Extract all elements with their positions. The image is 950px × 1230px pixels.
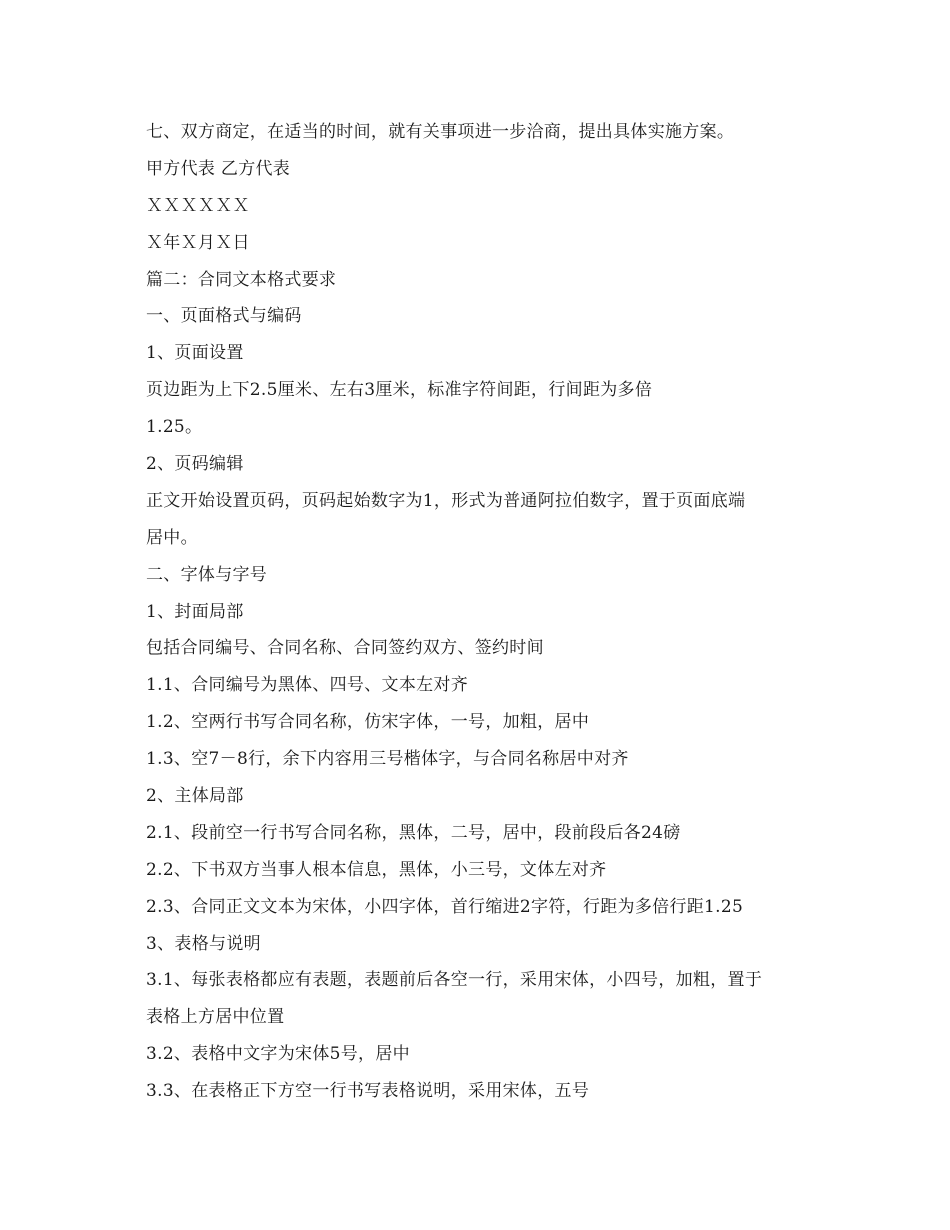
signing-date: Ｘ年Ｘ月Ｘ日 xyxy=(146,232,250,253)
list-item: 1.1、合同编号为黑体、四号、文本左对齐 xyxy=(146,675,469,696)
subheading-page-setup: 1、页面设置 xyxy=(146,343,244,364)
subheading-main-body: 2、主体局部 xyxy=(146,786,244,807)
section-heading: 篇二：合同文本格式要求 xyxy=(146,269,337,290)
list-item: 1.2、空两行书写合同名称，仿宋字体，一号，加粗，居中 xyxy=(146,712,590,733)
subheading-cover: 1、封面局部 xyxy=(146,601,244,622)
paragraph-line: 居中。 xyxy=(146,527,198,548)
list-item: 3.3、在表格正下方空一行书写表格说明，采用宋体，五号 xyxy=(146,1081,590,1102)
list-item: 3.1、每张表格都应有表题，表题前后各空一行，采用宋体，小四号，加粗，置于 xyxy=(146,970,763,991)
paragraph-line: 页边距为上下2.5厘米、左右3厘米，标准字符间距，行间距为多倍 xyxy=(146,380,653,401)
list-item: 2.2、下书双方当事人根本信息，黑体，小三号，文体左对齐 xyxy=(146,859,607,880)
clause-seven: 七、双方商定，在适当的时间，就有关事项进一步洽商，提出具体实施方案。 xyxy=(146,122,735,142)
party-representatives: 甲方代表 乙方代表 xyxy=(146,158,291,179)
heading-page-format: 一、页面格式与编码 xyxy=(146,306,302,327)
representative-names: ＸＸＸＸＸＸ xyxy=(146,195,250,216)
paragraph-line: 1.25。 xyxy=(146,417,203,438)
subheading-page-numbering: 2、页码编辑 xyxy=(146,454,244,475)
list-item: 2.1、段前空一行书写合同名称，黑体，二号，居中，段前段后各24磅 xyxy=(146,822,681,843)
list-item: 1.3、空7－8行，余下内容用三号楷体字，与合同名称居中对齐 xyxy=(146,749,629,770)
paragraph-line: 正文开始设置页码，页码起始数字为1，形式为普通阿拉伯数字，置于页面底端 xyxy=(146,490,746,511)
heading-fonts: 二、字体与字号 xyxy=(146,564,268,585)
paragraph-line: 包括合同编号、合同名称、合同签约双方、签约时间 xyxy=(146,638,544,659)
list-item: 2.3、合同正文文本为宋体，小四字体，首行缩进2字符，行距为多倍行距1.25 xyxy=(146,896,744,917)
subheading-tables: 3、表格与说明 xyxy=(146,933,261,954)
list-item: 3.2、表格中文字为宋体5号，居中 xyxy=(146,1044,410,1065)
paragraph-line: 表格上方居中位置 xyxy=(146,1007,285,1028)
document-body xyxy=(146,114,816,1110)
